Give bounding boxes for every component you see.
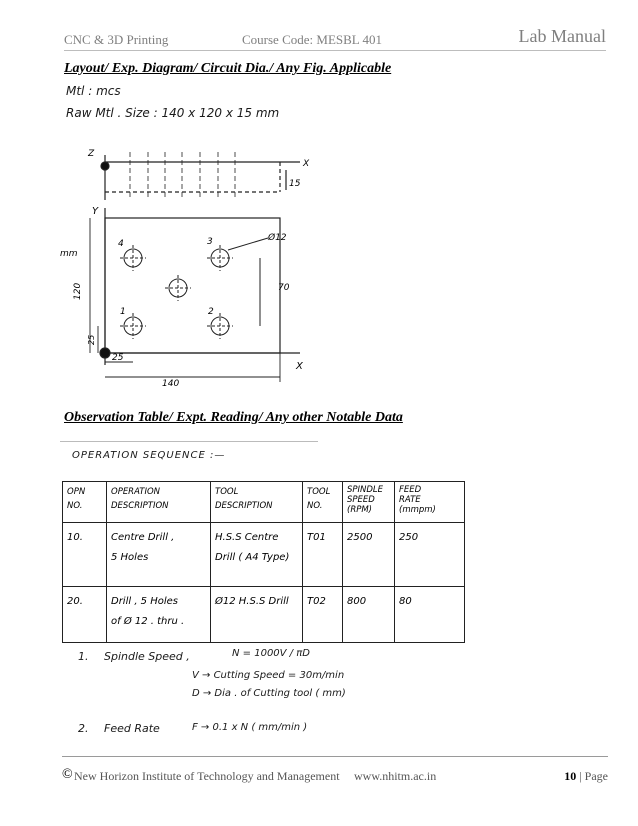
cell-tool: H.S.S Centre Drill ( A4 Type) [211, 523, 303, 587]
dimension-120: 120 [73, 282, 83, 300]
sequence-rule [60, 441, 318, 442]
hole-4 [120, 245, 146, 271]
raw-size-note: Raw Mtl . Size : 140 x 120 x 15 mm [66, 106, 280, 120]
cell-operation: Centre Drill , 5 Holes [107, 523, 211, 587]
hole-label-1: 1 [120, 307, 126, 317]
material-note: Mtl : mcs [66, 84, 121, 98]
note-1-d: D → Dia . of Cutting tool ( mm) [192, 688, 346, 699]
hole-label-4: 4 [118, 239, 124, 249]
operation-table [62, 481, 465, 643]
dimension-70: 70 [278, 283, 290, 293]
axis-x-label: X [296, 361, 303, 372]
thickness-label: 15 [289, 179, 301, 189]
operation-sequence-title: OPERATION SEQUENCE :— [72, 450, 226, 461]
note-2-text: Feed Rate [104, 722, 160, 735]
axis-y-label: Y [92, 206, 99, 217]
plan-view [100, 208, 300, 365]
note-1-v: V → Cutting Speed = 30m/min [192, 670, 345, 681]
cell-operation: Drill , 5 Holes of Ø 12 . thru . [107, 587, 211, 643]
page-header [64, 28, 606, 51]
footer-page [564, 769, 608, 784]
note-1-text: Spindle Speed , [104, 650, 190, 663]
note-2-number: 2. [78, 722, 89, 735]
cell-tool-no: T01 [303, 523, 343, 587]
note-1-number: 1. [78, 650, 89, 663]
hole-3 [207, 245, 233, 271]
page-number: 10 [564, 769, 577, 783]
header-subject: CNC & 3D Printing [64, 32, 169, 47]
col-tool-desc: TOOL DESCRIPTION [211, 482, 303, 523]
cell-tool: Ø12 H.S.S Drill [211, 587, 303, 643]
cell-opn: 10. [63, 523, 107, 587]
section-heading-observation: Observation Table/ Expt. Reading/ Any other Notable Data [64, 410, 403, 425]
header-manual-title: Lab Manual [518, 26, 606, 46]
cell-speed: 2500 [343, 523, 395, 587]
hole-label-2: 2 [208, 307, 214, 317]
table-row [63, 523, 465, 587]
page-footer [62, 756, 608, 787]
col-operation-desc: OPERATION DESCRIPTION [107, 482, 211, 523]
copyright-icon: © [62, 767, 73, 782]
col-tool-no: TOOL NO. [303, 482, 343, 523]
dimension-25-horizontal: 25 [112, 353, 124, 363]
dimension-25-vertical: 25 [87, 334, 96, 345]
cell-feed: 80 [395, 587, 465, 643]
footer-website: www.nhitm.ac.in [354, 769, 437, 783]
page-label: | Page [576, 769, 608, 783]
col-spindle-speed: SPINDLE SPEED (RPM) [343, 482, 395, 523]
side-view [101, 152, 300, 200]
unit-left-label: mm [60, 249, 78, 259]
col-feed-rate: FEED RATE (mmpm) [395, 482, 465, 523]
note-2-formula: F → 0.1 x N ( mm/min ) [192, 722, 308, 733]
cell-tool-no: T02 [303, 587, 343, 643]
cell-feed: 250 [395, 523, 465, 587]
hole-center [165, 275, 191, 301]
axis-x-top-label: X [303, 159, 310, 169]
plate-diagram [60, 140, 320, 390]
section-heading-layout: Layout/ Exp. Diagram/ Circuit Dia./ Any Fig. Applicable [64, 61, 392, 76]
header-course-code: Course Code: MESBL 401 [242, 32, 382, 47]
table-row [63, 587, 465, 643]
cell-speed: 800 [343, 587, 395, 643]
hole-diameter-label: Ø12 [268, 233, 287, 243]
cell-opn: 20. [63, 587, 107, 643]
dimension-140: 140 [162, 379, 180, 389]
axis-z-label: Z [88, 149, 95, 159]
note-1-formula: N = 1000V / πD [232, 648, 310, 659]
hole-label-3: 3 [207, 237, 213, 247]
col-opn-no: OPN NO. [63, 482, 107, 523]
footer-institute: New Horizon Institute of Technology and Management [74, 769, 340, 783]
table-header-row [63, 482, 465, 523]
